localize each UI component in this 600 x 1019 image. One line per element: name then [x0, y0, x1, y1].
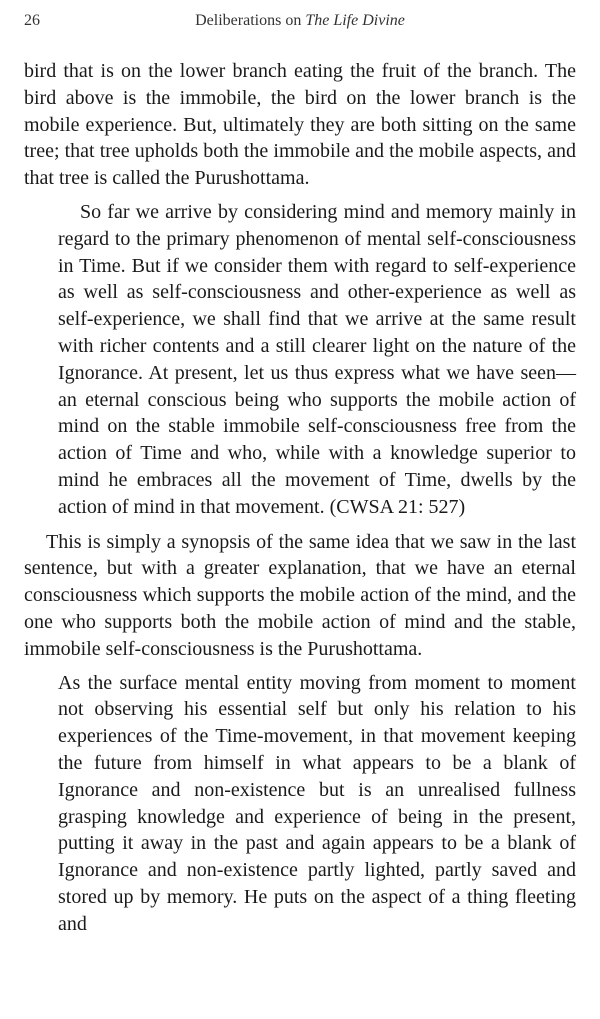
page-number: 26	[24, 12, 40, 29]
block-quote: As the surface mental entity moving from moment to moment not observing his essential self but only his relation to his experiences of the Time-movement, in that movement keeping the future from himself in what appears to be a blank of Ignorance and non-existence but is an unrealised fullness grasping knowledge and experience of being in the present, putting it away in the past and again appears to be a blank of Ignorance and non-existence partly lighted, partly saved and stored up by memory. He puts on the aspect of a thing fleeting and	[58, 671, 576, 935]
block-quote: So far we arrive by considering mind and memory mainly in regard to the primary phenomenon of mental self-consciousness in Time. But if we consider them with regard to self-experience as well as self-consciousness and other-experience as well as self-experience, we shall find that we arrive at the same result with richer contents and a still clearer light on the nature of the Ignorance. At present, let us thus express what we have seen—an eternal conscious being who supports the mobile action of mind on the stable immobile self-consciousness free from the action of Time and who, while with a knowledge superior to mind he embraces all the movement of Time, dwells by the action of mind in that movement. (CWSA 21: 527)	[58, 200, 576, 518]
paragraph-continued: bird that is on the lower branch eating the fruit of the branch. The bird above is the immobile, the bird on the lower branch is the mobile experience. But, ultimately they are both sitting on the same tree; that tree upholds both the immobile and the mobile aspects, and that tree is called the Purushottama.	[24, 60, 576, 190]
running-header	[24, 12, 576, 34]
running-title	[24, 12, 576, 30]
running-title-book: The Life Divine	[305, 12, 405, 29]
paragraph: This is simply a synopsis of the same idea that we saw in the last sentence, but with a greater explanation, that we have an eternal consciousness which supports the mobile action of the mind, and the one who supports both the mobile action of mind and the stable, immobile self-consciousness is the Purushottama.	[24, 530, 576, 660]
running-title-prefix: Deliberations on	[195, 12, 306, 29]
body-text	[24, 58, 576, 946]
